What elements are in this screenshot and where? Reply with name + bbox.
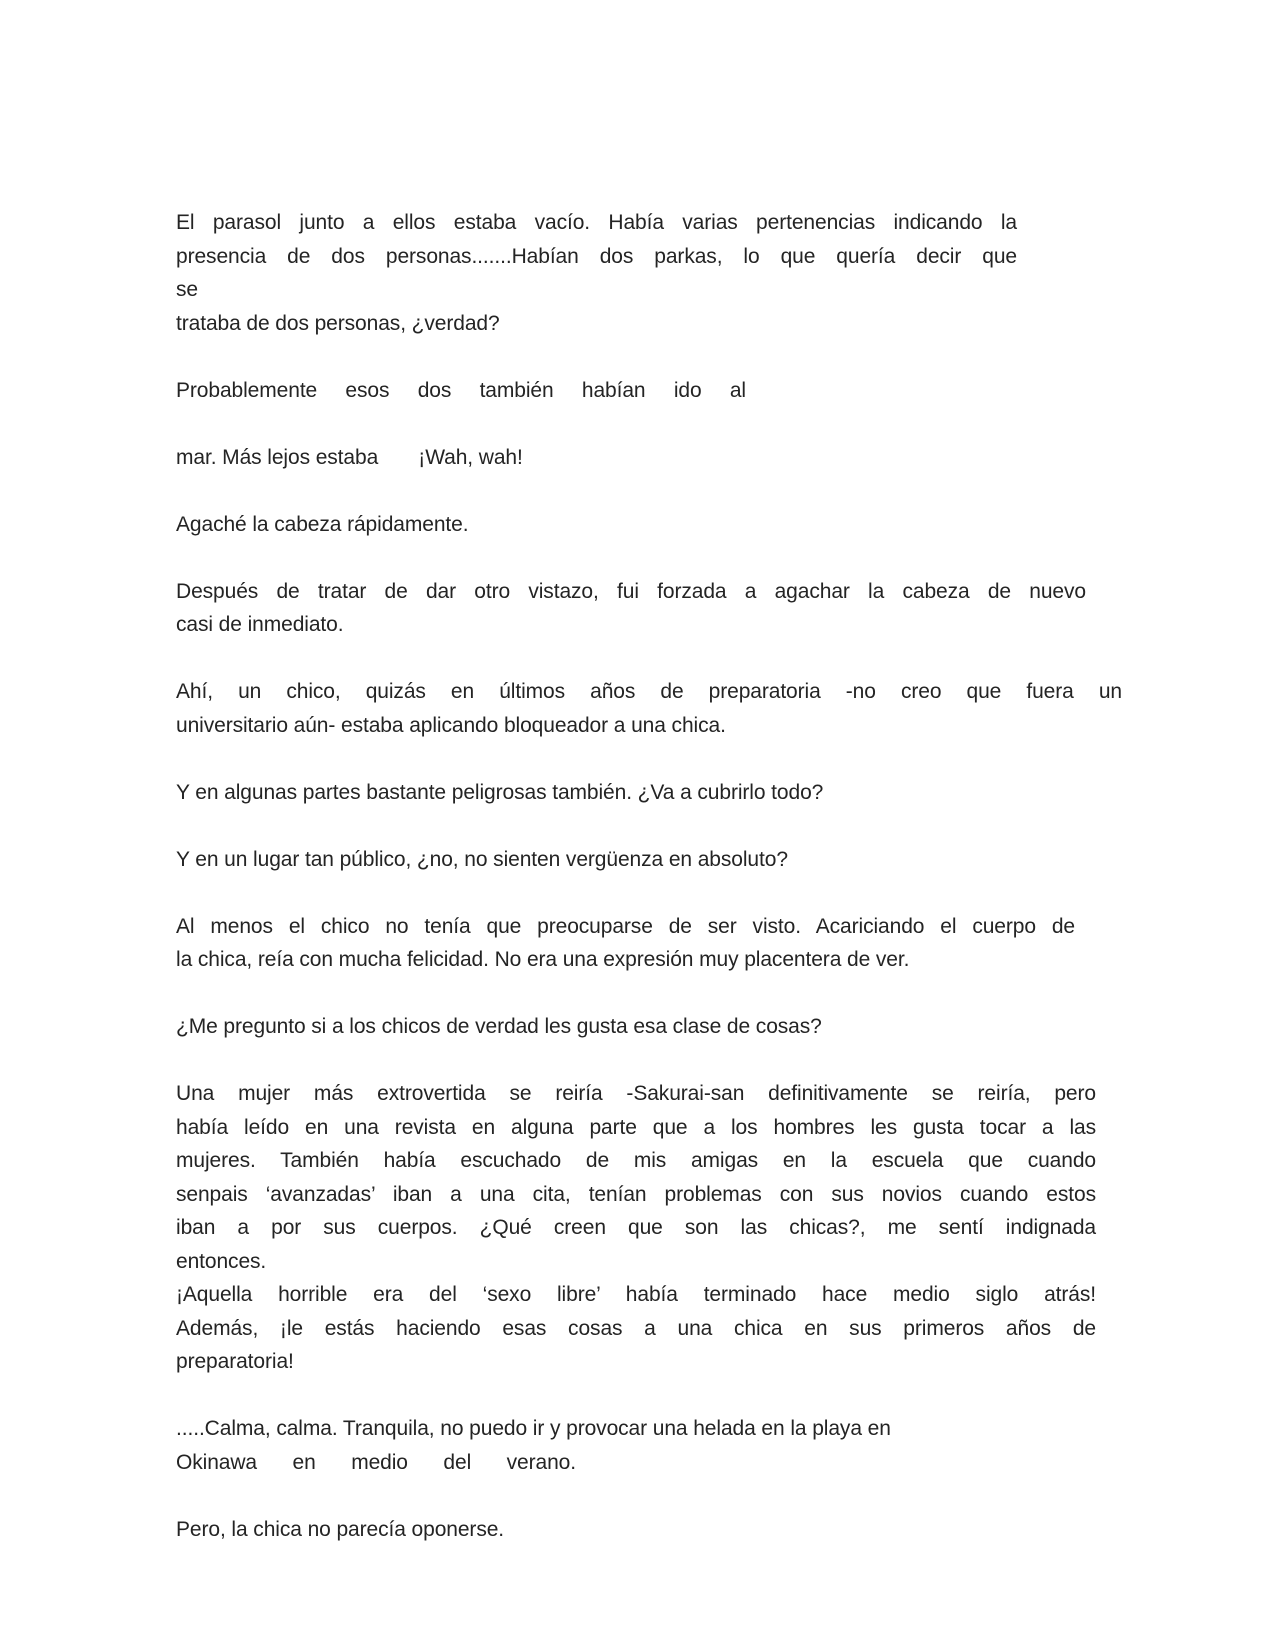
- text-line: mar. Más lejos estaba ¡Wah, wah!: [176, 445, 523, 469]
- text-line: ¡Aquella horrible era del ‘sexo libre’ había terminado hace medio siglo atrás!: [176, 1283, 1096, 1306]
- text-line: senpais ‘avanzadas’ iban a una cita, tenían problemas con sus novios cuando estos: [176, 1182, 1096, 1206]
- text-line: Okinawa en medio del verano.: [176, 1450, 576, 1474]
- text-line: mujeres. También había escuchado de mis amigas en la escuela que cuando: [176, 1149, 1096, 1172]
- text-line: Y en un lugar tan público, ¿no, no sienten vergüenza en absoluto?: [176, 847, 788, 871]
- text-line: Agaché la cabeza rápidamente.: [176, 512, 469, 536]
- text-line: presencia de dos personas.......Habían dos parkas, lo que quería decir que: [176, 244, 1017, 268]
- paragraph: [176, 1077, 1205, 1379]
- paragraph: [176, 441, 1205, 475]
- paragraph: [176, 1412, 1205, 1479]
- paragraph: [176, 1010, 1205, 1044]
- text-line: entonces.: [176, 1249, 267, 1273]
- text-line: Probablemente esos dos también habían ido al: [176, 378, 746, 402]
- text-line: Además, ¡le estás haciendo esas cosas a una chica en sus primeros años de: [176, 1316, 1096, 1340]
- text-line: universitario aún- estaba aplicando bloqueador a una chica.: [176, 713, 726, 737]
- paragraph: [176, 675, 1205, 742]
- paragraph: [176, 1513, 1205, 1547]
- text-line: ¿Me pregunto si a los chicos de verdad les gusta esa clase de cosas?: [176, 1015, 822, 1038]
- paragraph: [176, 206, 1205, 340]
- paragraph: [176, 843, 1205, 877]
- text-line: había leído en una revista en alguna parte que a los hombres les gusta tocar a las: [176, 1115, 1096, 1139]
- text-line: Una mujer más extrovertida se reiría -Sakurai-san definitivamente se reiría, pero: [176, 1082, 1096, 1105]
- text-line: El parasol junto a ellos estaba vacío. Había varias pertenencias indicando la: [176, 211, 1017, 234]
- text-line: casi de inmediato.: [176, 613, 344, 636]
- text-line: Al menos el chico no tenía que preocuparse de ser visto. Acariciando el cuerpo de: [176, 914, 1075, 938]
- paragraph: [176, 575, 1205, 642]
- text-line: la chica, reía con mucha felicidad. No era una expresión muy placentera de ver.: [176, 948, 910, 971]
- text-line: Pero, la chica no parecía oponerse.: [176, 1517, 505, 1541]
- text-line: .....Calma, calma. Tranquila, no puedo ir y provocar una helada en la playa en: [176, 1417, 891, 1440]
- paragraph: [176, 910, 1205, 977]
- paragraph: [176, 776, 1205, 810]
- text-line: Y en algunas partes bastante peligrosas también. ¿Va a cubrirlo todo?: [176, 780, 824, 804]
- text-line: Después de tratar de dar otro vistazo, fui forzada a agachar la cabeza de nuevo: [176, 579, 1086, 603]
- text-line: se: [176, 278, 198, 301]
- text-line: iban a por sus cuerpos. ¿Qué creen que son las chicas?, me sentí indignada: [176, 1216, 1096, 1239]
- text-line: preparatoria!: [176, 1350, 294, 1373]
- paragraph: [176, 508, 1205, 542]
- paragraph: [176, 374, 1205, 408]
- text-line: Ahí, un chico, quizás en últimos años de preparatoria -no creo que fuera un: [176, 680, 1122, 703]
- text-line: trataba de dos personas, ¿verdad?: [176, 311, 500, 335]
